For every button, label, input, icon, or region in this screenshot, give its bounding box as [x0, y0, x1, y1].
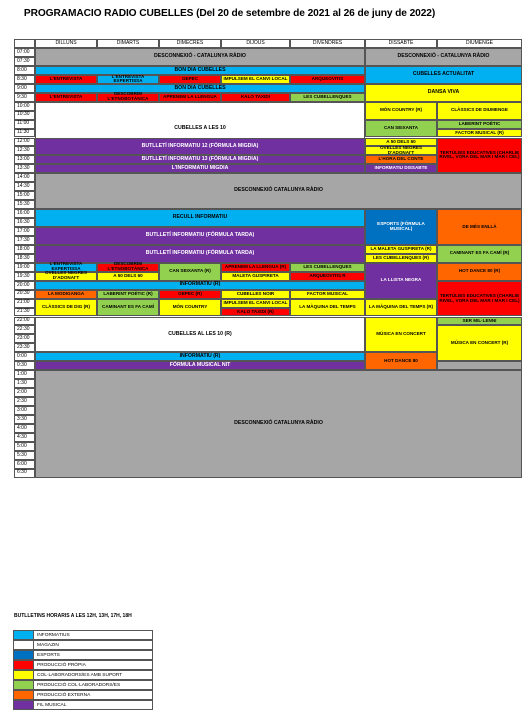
program-block: LA MÀQUINA DEL TEMPS (R): [365, 299, 437, 317]
program-block: LABERINT POÈTIC (R): [97, 290, 159, 299]
time-slot: 4:00: [14, 424, 35, 433]
legend-swatch: [14, 661, 34, 669]
time-slot: 18:30: [14, 254, 35, 263]
program-block: LES CUBELLENQUES: [290, 263, 365, 272]
time-slot: 3:00: [14, 406, 35, 415]
program-block: BON DIA CUBELLES: [35, 66, 365, 75]
program-block: L'ENTREVISTA EXPERTISSA: [97, 75, 159, 84]
time-slot: 1:00: [14, 370, 35, 379]
program-block: MÚSICA EN CONCERT (R): [437, 325, 522, 361]
program-block: DESCONNEXIÓ - CATALUNYA RÀDIO: [365, 48, 522, 66]
time-slot: 9:00: [14, 84, 35, 93]
time-slot: 22:30: [14, 325, 35, 334]
legend-swatch: [14, 671, 34, 679]
program-block: CAMINANT ES FA CAMÍ (R): [437, 245, 522, 263]
legend-label: FIL MUSICAL: [37, 702, 67, 708]
program-block: ARQUEOVITIS R: [290, 272, 365, 281]
time-slot: 0:00: [14, 352, 35, 361]
program-block: LA MALETA GUSPIRETA (R): [365, 245, 437, 254]
bulletins-note: BUTLLETINS HORARIS A LES 12H, 13H, 17H, 18H: [14, 613, 132, 619]
program-block: INFORMATIU DISSABTE: [365, 164, 437, 173]
program-block: CLÀSSICS DE DIUMENGE: [437, 102, 522, 120]
legend-swatch: [14, 701, 34, 709]
legend-item: [13, 660, 153, 670]
legend-swatch: [14, 691, 34, 699]
time-slot: 4:30: [14, 433, 35, 442]
time-slot: 12:00: [14, 138, 35, 147]
time-slot: 11:30: [14, 129, 35, 138]
program-block: MÚSICA EN CONCERT: [365, 317, 437, 353]
program-block: APRENEM LA LLENGUA (R): [221, 263, 290, 272]
program-block: INFORMATIU (R): [35, 281, 365, 290]
legend-item: [13, 640, 153, 650]
program-block: BUTLLETÍ INFORMATIU (FÓRMULA TARDA): [35, 245, 365, 263]
program-block: KALO TAXIDI: [221, 93, 290, 102]
program-block: APRENEM LA LLENGUA: [159, 93, 221, 102]
time-slot: 2:30: [14, 397, 35, 406]
program-block: HOT DANCE 80 (R): [437, 263, 522, 281]
legend-item: [13, 650, 153, 660]
time-slot: 07:00: [14, 48, 35, 57]
time-slot: 5:30: [14, 451, 35, 460]
program-block: CUBELLES AL LES 10 (R): [35, 317, 365, 353]
time-slot: 16:30: [14, 218, 35, 227]
program-block: FACTOR MUSICAL (R): [437, 129, 522, 138]
program-block: L'ENTREVISTA: [35, 75, 97, 84]
legend-item: [13, 700, 153, 710]
time-slot: 0:30: [14, 361, 35, 370]
legend-label: MAGAZIN: [37, 642, 59, 648]
day-header: DIJOUS: [221, 39, 290, 48]
legend-label: ESPORTS: [37, 652, 60, 658]
time-slot: 18:00: [14, 245, 35, 254]
legend-item: [13, 630, 153, 640]
time-slot: 07:30: [14, 57, 35, 66]
legend-label: PRODUCCIÓ COL·LABORADORS/ES: [37, 682, 121, 688]
program-block: LES CUBELLENQUES: [290, 93, 365, 102]
program-block: CAMINANT ES FA CAMÍ: [97, 299, 159, 317]
legend-swatch: [14, 641, 34, 649]
time-slot: 20:00: [14, 281, 35, 290]
program-block: OVELLES NEGRES D'ADONAI'T: [35, 272, 97, 281]
time-slot: 8:30: [14, 75, 35, 84]
time-slot: 16:00: [14, 209, 35, 218]
time-slot: 23:00: [14, 334, 35, 343]
program-block: INFORMATIU (R): [35, 352, 365, 361]
program-block: KALO TAXIDI (R): [221, 308, 290, 317]
time-slot: 20:30: [14, 290, 35, 299]
legend-item: [13, 690, 153, 700]
time-slot: 17:00: [14, 227, 35, 236]
program-block: DANSA VIVA: [365, 84, 522, 102]
time-slot: 13:30: [14, 164, 35, 173]
time-slot: 14:30: [14, 182, 35, 191]
program-block: DESCONNEXIÓ CATALUNYA RÀDIO: [35, 370, 522, 477]
day-header: DIUMENGE: [437, 39, 522, 48]
program-block: SER MIL·LENNI: [437, 317, 522, 326]
time-slot: 15:00: [14, 191, 35, 200]
legend-item: [13, 680, 153, 690]
program-block: L'INFORMATIU MIGDIA: [35, 164, 365, 173]
program-block: L'ENTREVISTA EXPERTISSA: [35, 263, 97, 272]
time-slot: 10:30: [14, 111, 35, 120]
program-block: TERTÚLIES EDUCATIVES (CHARLIE RIVEL, VORA DEL MAR I MAR I CEL): [437, 281, 522, 317]
day-header: DIMARTS: [97, 39, 159, 48]
time-slot: 9:30: [14, 93, 35, 102]
program-block: BUTLLETÍ INFORMATIU 12 (FÓRMULA MIGDIA): [35, 138, 365, 156]
program-block: A 50 DELS 60: [97, 272, 159, 281]
day-header: DIMECRES: [159, 39, 221, 48]
legend-item: [13, 670, 153, 680]
program-block: BUTLLETÍ INFORMATIU (FÓRMULA TARDA): [35, 227, 365, 245]
time-slot: 5:00: [14, 442, 35, 451]
time-slot: 3:30: [14, 415, 35, 424]
program-block: ARQUEOVITIS: [290, 75, 365, 84]
program-block: MÓN COUNTRY: [159, 299, 221, 317]
program-block: DESCOBRIM L'ETNOBOTÀNICA: [97, 263, 159, 272]
time-slot: 1:30: [14, 379, 35, 388]
legend-swatch: [14, 631, 34, 639]
program-block: DESCOBRIM L'ETNOBOTÀNICA: [97, 93, 159, 102]
time-slot: 19:00: [14, 263, 35, 272]
page-title: PROGRAMACIO RADIO CUBELLES (Del 20 de setembre de 2021 al 26 de juny de 2022): [23, 8, 436, 19]
legend-swatch: [14, 681, 34, 689]
program-block: GEPEC: [159, 75, 221, 84]
program-block: DESCONNEXIÓ CATALUNYA RÀDIO: [35, 173, 522, 209]
program-block: RECULL INFORMATIU: [35, 209, 365, 227]
time-slot: 8:00: [14, 66, 35, 75]
program-block: FACTOR MUSICAL: [290, 290, 365, 299]
program-block: LES CUBELLENQUES (R): [365, 254, 437, 263]
time-slot: 12:30: [14, 146, 35, 155]
legend-label: INFORMATIUS: [37, 632, 70, 638]
time-slot: 22:00: [14, 317, 35, 326]
program-block: LA MÀQUINA DEL TEMPS: [290, 299, 365, 317]
program-block: DE MÉS ENLLÀ: [437, 209, 522, 245]
day-header: DIVENDRES: [290, 39, 365, 48]
legend-swatch: [14, 651, 34, 659]
program-block: OVELLES NEGRES D'ADONAI'T: [365, 146, 437, 155]
time-slot: 6:00: [14, 460, 35, 469]
legend-label: PRODUCCIÓ EXTERNA: [37, 692, 91, 698]
program-block: CUBELLES NOIR: [221, 290, 290, 299]
program-block: CUBELLES ACTUALITAT: [365, 66, 522, 84]
program-block: L'ENTREVISTA: [35, 93, 97, 102]
program-block: CLÀSSICS DE DIG (R): [35, 299, 97, 317]
program-block: CAN SEIXANTA (R): [159, 263, 221, 281]
time-slot: 11:00: [14, 120, 35, 129]
program-block: ESPORTS (FÓRMULA MUSICAL): [365, 209, 437, 245]
header-corner: [14, 39, 35, 48]
legend-label: PRODUCCIÓ PRÒPIA: [37, 662, 86, 668]
program-block: IMPULSEM EL CANVI LOCAL: [221, 75, 290, 84]
program-block: BON DIA CUBELLES: [35, 84, 365, 93]
program-block: MÓN COUNTRY (R): [365, 102, 437, 120]
program-block: HOT DANCE 80: [365, 352, 437, 370]
program-block: LABERINT POÈTIC: [437, 120, 522, 129]
program-block: CAN SEIXANTA: [365, 120, 437, 138]
time-slot: 19:30: [14, 272, 35, 281]
program-block: [437, 361, 522, 370]
time-slot: 10:00: [14, 102, 35, 111]
program-block: IMPULSEM EL CANVI LOCAL: [221, 299, 290, 308]
program-block: CUBELLES A LES 10: [35, 102, 365, 156]
program-block: LA LLISTA NEGRA: [365, 263, 437, 299]
program-block: A 50 DELS 60: [365, 138, 437, 147]
time-slot: 21:00: [14, 299, 35, 308]
time-slot: 14:00: [14, 173, 35, 182]
program-block: BUTLLETÍ INFORMATIU 13 (FÓRMULA MIGDIA): [35, 155, 365, 164]
day-header: DISSABTE: [365, 39, 437, 48]
program-block: MALETA GUSPIRETA: [221, 272, 290, 281]
program-block: LA MODIGANGA: [35, 290, 97, 299]
program-block: FÓRMULA MUSICAL NIT: [35, 361, 365, 370]
time-slot: 2:00: [14, 388, 35, 397]
legend-label: COL·LABORADORS/ES AMB SUPORT: [37, 672, 123, 678]
day-header: DILLUNS: [35, 39, 97, 48]
time-slot: 15:30: [14, 200, 35, 209]
time-slot: 6:30: [14, 469, 35, 478]
time-slot: 13:00: [14, 155, 35, 164]
program-block: DESCONNEXIÓ - CATALUNYA RÀDIO: [35, 48, 365, 66]
time-slot: 23:30: [14, 343, 35, 352]
program-block: GEPEC (R): [159, 290, 221, 299]
time-slot: 21:30: [14, 308, 35, 317]
program-block: L'HORA DEL CONTE: [365, 155, 437, 164]
program-block: TERTÚLIES EDUCATIVES (CHARLIE RIVEL, VORA DEL MAR I MAR I CEL): [437, 138, 522, 174]
time-slot: 17:30: [14, 236, 35, 245]
